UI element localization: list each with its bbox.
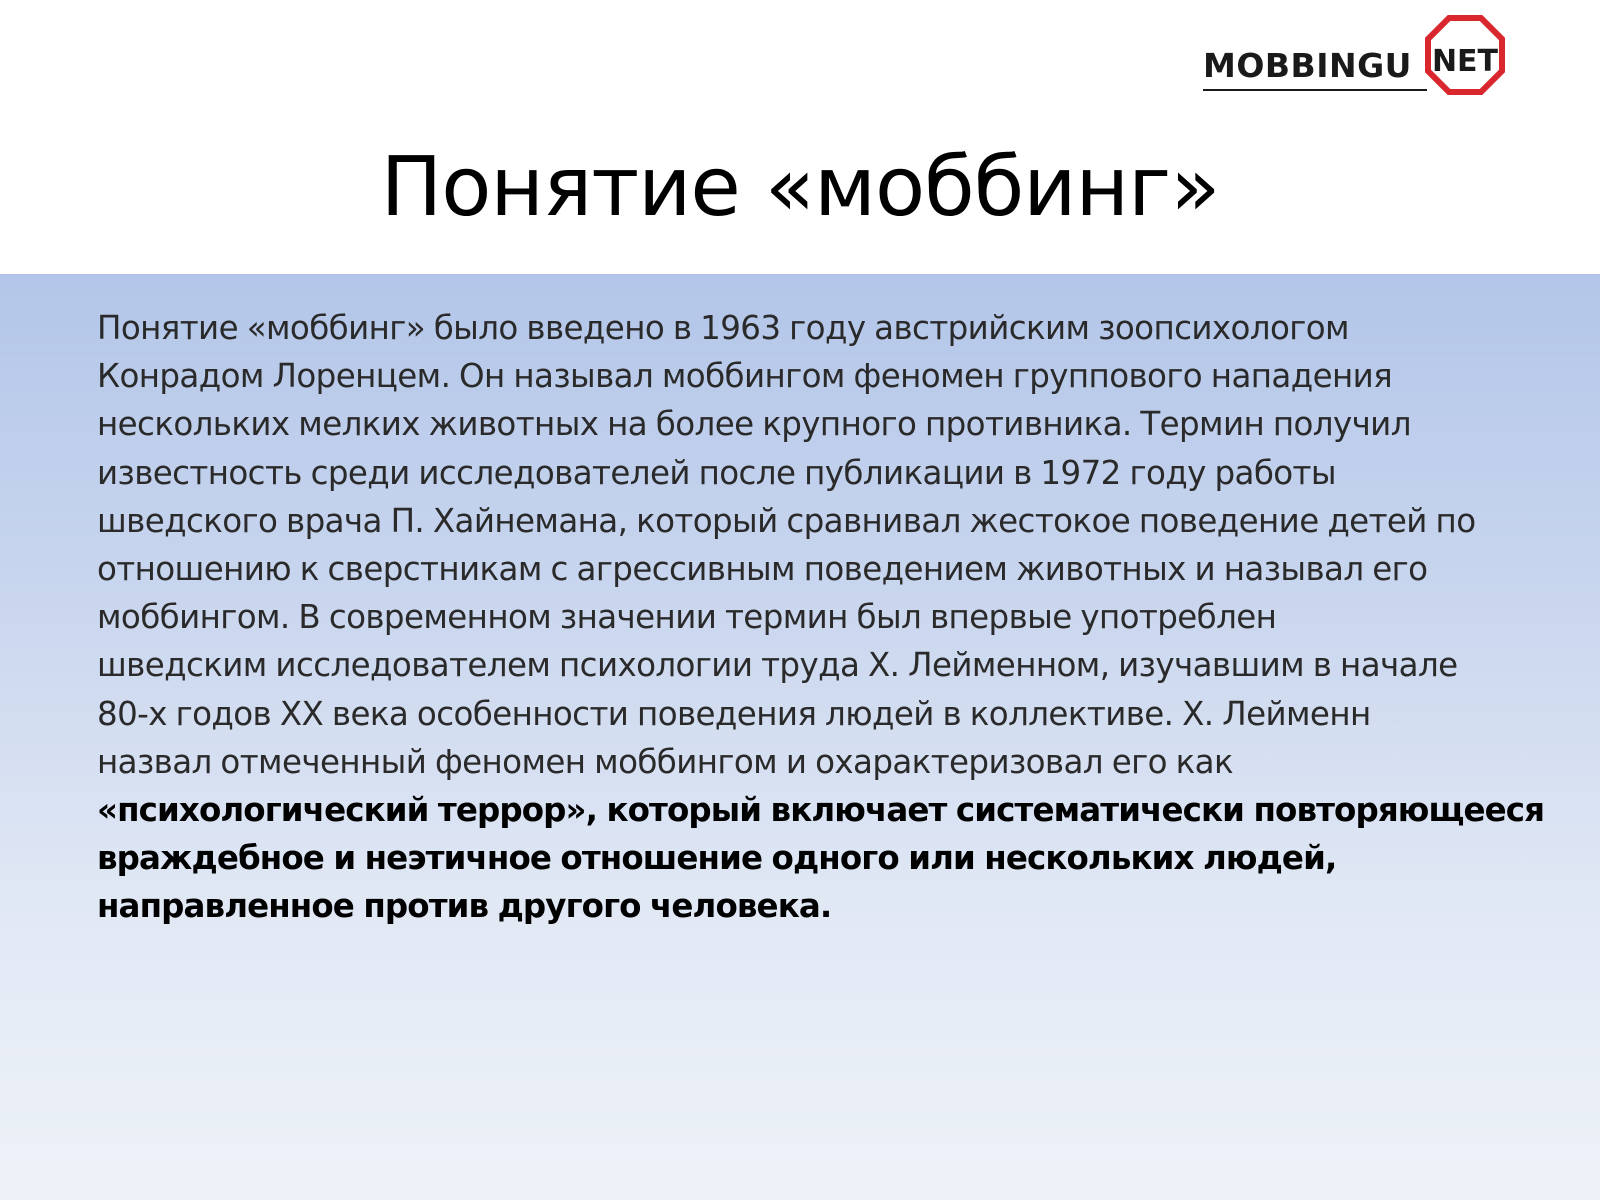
logo-text: MOBBINGU bbox=[1203, 46, 1412, 85]
paragraph-line: шведским исследователем психологии труда Х. Лейменном, изучавшим в начале bbox=[97, 646, 1458, 685]
paragraph-line: моббингом. В современном значении термин был впервые употреблен bbox=[97, 598, 1277, 637]
paragraph-line: шведского врача П. Хайнемана, который сравнивал жестокое поведение детей по bbox=[97, 501, 1476, 540]
paragraph-line: Конрадом Лоренцем. Он называл моббингом феномен группового нападения bbox=[97, 357, 1393, 396]
bold-definition-line: враждебное и неэтичное отношение одного или нескольких людей, bbox=[97, 839, 1337, 878]
logo-badge-text: NET bbox=[1431, 44, 1499, 79]
bold-definition-line: направленное против другого человека. bbox=[97, 887, 832, 926]
paragraph-line: назвал отмеченный феномен моббингом и охарактеризовал его как bbox=[97, 742, 1233, 781]
slide-content bbox=[0, 274, 1600, 1200]
paragraph-line: известность среди исследователей после публикации в 1972 году работы bbox=[97, 453, 1336, 492]
bold-definition-line: «психологический террор», который включает систематически повторяющееся bbox=[97, 791, 1545, 830]
paragraph-line: нескольких мелких животных на более крупного противника. Термин получил bbox=[97, 405, 1411, 444]
body-paragraph bbox=[97, 304, 1545, 931]
paragraph-line: отношению к сверстникам с агрессивным поведением животных и называл его bbox=[97, 550, 1428, 589]
slide-header bbox=[0, 0, 1600, 274]
paragraph-line: 80-х годов ХХ века особенности поведения людей в коллективе. Х. Лейменн bbox=[97, 694, 1371, 733]
mobbingunet-logo bbox=[1200, 14, 1520, 94]
slide-title: Понятие «моббинг» bbox=[380, 140, 1220, 235]
paragraph-line: Понятие «моббинг» было введено в 1963 году австрийским зоопсихологом bbox=[97, 309, 1349, 347]
logo-underline bbox=[1203, 89, 1427, 91]
